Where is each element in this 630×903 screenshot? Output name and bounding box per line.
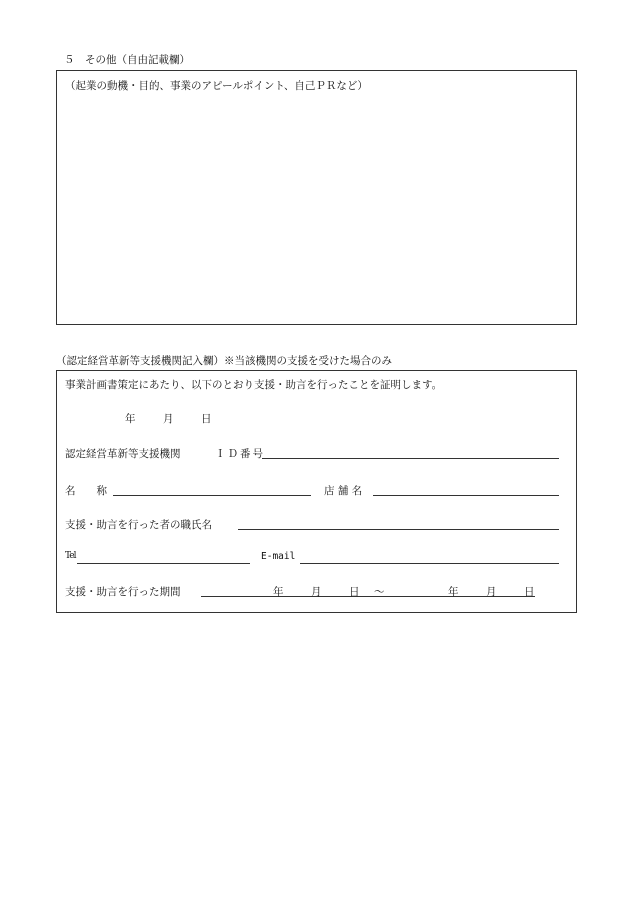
free-description-box[interactable] <box>56 70 577 325</box>
tel-label: Tel <box>65 551 76 561</box>
period-from-year: 年 <box>273 586 284 598</box>
period-field[interactable] <box>201 596 535 597</box>
agency-label: 認定経営革新等支援機関 <box>65 448 181 460</box>
period-label: 支援・助言を行った期間 <box>65 586 181 598</box>
date-day-label: 日 <box>201 413 212 425</box>
period-from-month: 月 <box>311 586 322 598</box>
email-field[interactable] <box>300 563 559 564</box>
name-label: 名 称 <box>65 485 107 497</box>
certification-box <box>56 370 577 613</box>
tel-field[interactable] <box>77 563 250 564</box>
free-description-hint: （起業の動機・目的、事業のアピールポイント、自己ＰＲなど） <box>65 80 368 92</box>
period-to-day: 日 <box>524 586 535 598</box>
period-tilde: ～ <box>374 586 385 598</box>
name-field[interactable] <box>113 495 311 496</box>
person-title-name-label: 支援・助言を行った者の職氏名 <box>65 519 212 531</box>
date-month-label: 月 <box>163 413 174 425</box>
id-number-field[interactable] <box>262 458 559 459</box>
section5-heading: ５ その他（自由記載欄） <box>64 54 190 66</box>
certification-statement: 事業計画書策定にあたり、以下のとおり支援・助言を行ったことを証明します。 <box>65 379 443 391</box>
period-from-day: 日 <box>349 586 360 598</box>
store-name-field[interactable] <box>373 495 559 496</box>
period-to-year: 年 <box>448 586 459 598</box>
date-year-label: 年 <box>125 413 136 425</box>
email-label: E-mail <box>261 551 296 562</box>
period-to-month: 月 <box>486 586 497 598</box>
store-name-label: 店 舗 名 <box>324 485 363 497</box>
person-title-name-field[interactable] <box>238 529 559 530</box>
id-number-label: ＩＤ番号 <box>215 448 265 460</box>
certification-heading: （認定経営革新等支援機関記入欄）※当該機関の支援を受けた場合のみ <box>56 355 392 367</box>
